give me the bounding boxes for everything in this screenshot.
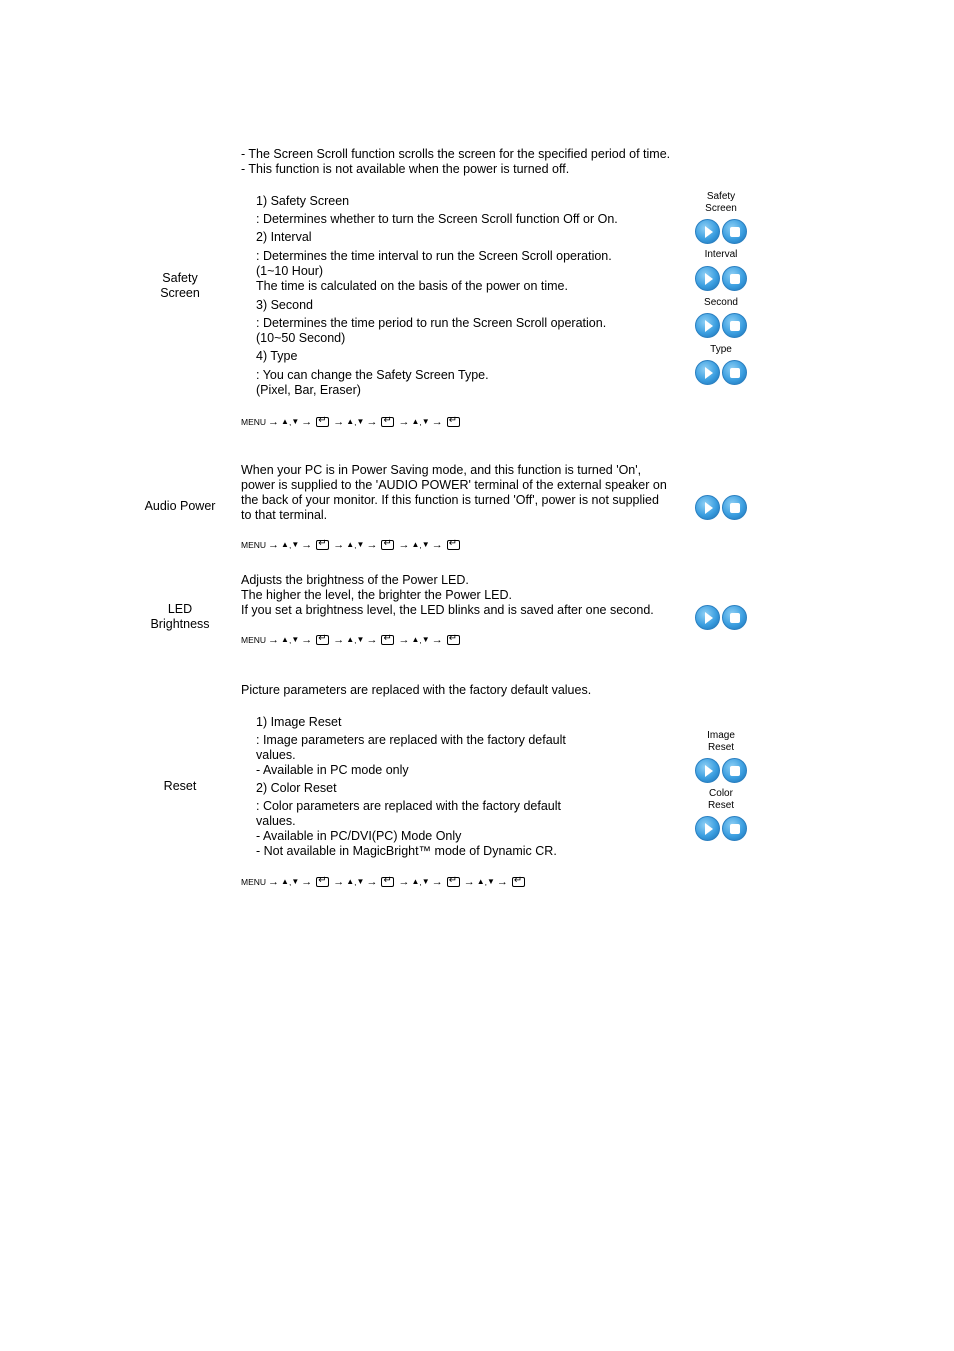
down-icon: ▼ bbox=[421, 635, 430, 644]
arrow-icon: → bbox=[333, 876, 345, 888]
play-button[interactable] bbox=[695, 758, 720, 783]
up-icon: ▲ bbox=[281, 635, 289, 644]
separator: , bbox=[354, 635, 357, 645]
arrow-icon: → bbox=[366, 416, 378, 428]
button-label: Safety Screen bbox=[705, 191, 737, 214]
arrow-icon: → bbox=[431, 634, 443, 646]
enter-icon bbox=[512, 877, 525, 887]
arrow-icon: → bbox=[431, 416, 443, 428]
separator: , bbox=[354, 877, 357, 887]
menu-path bbox=[241, 538, 669, 552]
led-brightness-buttons bbox=[693, 604, 749, 630]
enter-icon bbox=[381, 635, 394, 645]
enter-icon bbox=[447, 635, 460, 645]
reset-item-1 bbox=[241, 715, 596, 778]
enter-icon bbox=[316, 877, 329, 887]
arrow-icon: → bbox=[333, 416, 345, 428]
audio-power-content bbox=[241, 463, 669, 552]
stop-button[interactable] bbox=[722, 495, 747, 520]
separator: , bbox=[419, 540, 422, 550]
stop-button[interactable] bbox=[722, 758, 747, 783]
up-icon: ▲ bbox=[411, 635, 420, 644]
menu-text: MENU bbox=[241, 635, 267, 645]
up-icon: ▲ bbox=[411, 417, 420, 426]
separator: , bbox=[288, 417, 292, 427]
reset-content bbox=[241, 683, 671, 889]
play-button[interactable] bbox=[695, 605, 720, 630]
enter-icon bbox=[447, 540, 460, 550]
led-brightness-label: LED Brightness bbox=[150, 602, 210, 631]
button-label: Type bbox=[710, 344, 732, 355]
down-icon: ▼ bbox=[356, 540, 365, 549]
menu-path bbox=[241, 415, 671, 429]
play-button[interactable] bbox=[695, 266, 720, 291]
play-button[interactable] bbox=[695, 816, 720, 841]
arrow-icon: → bbox=[398, 416, 410, 428]
separator: , bbox=[419, 877, 422, 887]
item-desc: : Color parameters are replaced with the factory default values. - Available in PC/DVI(PC) Mode Only - Not available in MagicBright™ mode of Dynamic CR. bbox=[256, 799, 562, 858]
safety-screen-intro-2: - This function is not available when the power is turned off. bbox=[241, 162, 570, 176]
item-desc: : Determines whether to turn the Screen Scroll function Off or On. bbox=[256, 212, 618, 226]
arrow-icon: → bbox=[366, 634, 378, 646]
down-icon: ▼ bbox=[421, 417, 430, 426]
arrow-icon: → bbox=[268, 876, 280, 888]
arrow-icon: → bbox=[301, 416, 313, 428]
item-desc: : Image parameters are replaced with the factory default values. - Available in PC mode only bbox=[256, 733, 566, 777]
safety-screen-item-3 bbox=[241, 298, 671, 346]
arrow-icon: → bbox=[431, 876, 443, 888]
enter-icon bbox=[316, 635, 329, 645]
arrow-icon: → bbox=[301, 876, 313, 888]
safety-screen-intro-1: - The Screen Scroll function scrolls the screen for the specified period of time. bbox=[241, 147, 671, 161]
down-icon: ▼ bbox=[291, 635, 300, 644]
item-desc: : You can change the Safety Screen Type. (Pixel, Bar, Eraser) bbox=[256, 368, 489, 397]
item-title: 3) Second bbox=[256, 298, 313, 312]
arrow-icon: → bbox=[398, 539, 410, 551]
arrow-icon: → bbox=[463, 876, 475, 888]
separator: , bbox=[354, 417, 357, 427]
down-icon: ▼ bbox=[291, 540, 300, 549]
arrow-icon: → bbox=[333, 634, 345, 646]
audio-power-label: Audio Power bbox=[144, 499, 216, 513]
up-icon: ▲ bbox=[346, 877, 355, 886]
menu-text: MENU bbox=[241, 417, 267, 427]
arrow-icon: → bbox=[268, 416, 280, 428]
enter-icon bbox=[316, 540, 329, 550]
down-icon: ▼ bbox=[291, 877, 300, 886]
enter-icon bbox=[316, 417, 329, 427]
play-button[interactable] bbox=[695, 360, 720, 385]
arrow-icon: → bbox=[398, 876, 410, 888]
arrow-icon: → bbox=[496, 876, 508, 888]
arrow-icon: → bbox=[366, 876, 378, 888]
stop-button[interactable] bbox=[722, 816, 747, 841]
arrow-icon: → bbox=[268, 634, 280, 646]
arrow-icon: → bbox=[333, 539, 345, 551]
separator: , bbox=[419, 635, 422, 645]
reset-intro: Picture parameters are replaced with the factory default values. bbox=[241, 683, 592, 697]
button-label: Color Reset bbox=[707, 788, 735, 811]
down-icon: ▼ bbox=[291, 417, 300, 426]
stop-button[interactable] bbox=[722, 360, 747, 385]
arrow-icon: → bbox=[431, 539, 443, 551]
led-brightness-content bbox=[241, 573, 661, 647]
item-title: 1) Image Reset bbox=[256, 715, 342, 729]
stop-button[interactable] bbox=[722, 313, 747, 338]
audio-power-text: When your PC is in Power Saving mode, and this function is turned 'On', power is supplied to the 'AUDIO POWER' terminal of the external speaker on the back of your monitor. If this function is turned 'Off', power is not supplied to that terminal. bbox=[241, 463, 667, 522]
arrow-icon: → bbox=[398, 634, 410, 646]
safety-screen-item-4 bbox=[241, 349, 671, 398]
stop-button[interactable] bbox=[722, 219, 747, 244]
safety-screen-item-2 bbox=[241, 230, 671, 294]
item-title: 2) Color Reset bbox=[256, 781, 337, 795]
up-icon: ▲ bbox=[281, 417, 289, 426]
play-button[interactable] bbox=[695, 313, 720, 338]
separator: , bbox=[484, 877, 487, 887]
separator: , bbox=[288, 877, 292, 887]
down-icon: ▼ bbox=[356, 635, 365, 644]
reset-item-2 bbox=[241, 781, 596, 859]
separator: , bbox=[419, 417, 422, 427]
safety-screen-buttons bbox=[693, 191, 749, 385]
button-label: Second bbox=[704, 297, 738, 308]
arrow-icon: → bbox=[301, 634, 313, 646]
up-icon: ▲ bbox=[346, 635, 355, 644]
enter-icon bbox=[381, 540, 394, 550]
down-icon: ▼ bbox=[356, 417, 365, 426]
down-icon: ▼ bbox=[486, 877, 495, 886]
menu-text: MENU bbox=[241, 540, 267, 550]
item-desc: : Determines the time interval to run the Screen Scroll operation. (1~10 Hour) The time is calculated on the basis of the power on time. bbox=[256, 249, 612, 293]
reset-buttons bbox=[693, 730, 749, 841]
up-icon: ▲ bbox=[411, 540, 420, 549]
enter-icon bbox=[381, 417, 394, 427]
play-button[interactable] bbox=[695, 219, 720, 244]
separator: , bbox=[354, 540, 357, 550]
reset-label: Reset bbox=[163, 779, 197, 793]
menu-path bbox=[241, 633, 661, 647]
arrow-icon: → bbox=[301, 539, 313, 551]
down-icon: ▼ bbox=[421, 877, 430, 886]
item-title: 2) Interval bbox=[256, 230, 312, 244]
down-icon: ▼ bbox=[356, 877, 365, 886]
down-icon: ▼ bbox=[421, 540, 430, 549]
up-icon: ▲ bbox=[411, 877, 420, 886]
menu-text: MENU bbox=[241, 877, 267, 887]
item-title: 1) Safety Screen bbox=[256, 194, 350, 208]
up-icon: ▲ bbox=[281, 877, 289, 886]
enter-icon bbox=[447, 877, 460, 887]
safety-screen-item-1 bbox=[241, 194, 671, 227]
arrow-icon: → bbox=[366, 539, 378, 551]
stop-button[interactable] bbox=[722, 605, 747, 630]
menu-path bbox=[241, 875, 671, 889]
button-label: Interval bbox=[704, 249, 738, 260]
separator: , bbox=[288, 635, 292, 645]
stop-button[interactable] bbox=[722, 266, 747, 291]
up-icon: ▲ bbox=[476, 877, 485, 886]
enter-icon bbox=[447, 417, 460, 427]
arrow-icon: → bbox=[268, 539, 280, 551]
up-icon: ▲ bbox=[346, 417, 355, 426]
item-desc: : Determines the time period to run the Screen Scroll operation. (10~50 Second) bbox=[256, 316, 607, 345]
safety-screen-content bbox=[241, 147, 671, 429]
audio-power-buttons bbox=[693, 494, 749, 520]
item-title: 4) Type bbox=[256, 349, 298, 363]
up-icon: ▲ bbox=[281, 540, 289, 549]
led-brightness-text: Adjusts the brightness of the Power LED. The higher the level, the brighter the Power LED. If you set a brightness level, the LED blinks and is saved after one second. bbox=[241, 573, 654, 617]
play-button[interactable] bbox=[695, 495, 720, 520]
separator: , bbox=[288, 540, 292, 550]
safety-screen-label: Safety Screen bbox=[160, 271, 200, 300]
up-icon: ▲ bbox=[346, 540, 355, 549]
button-label: Image Reset bbox=[707, 730, 735, 753]
enter-icon bbox=[381, 877, 394, 887]
